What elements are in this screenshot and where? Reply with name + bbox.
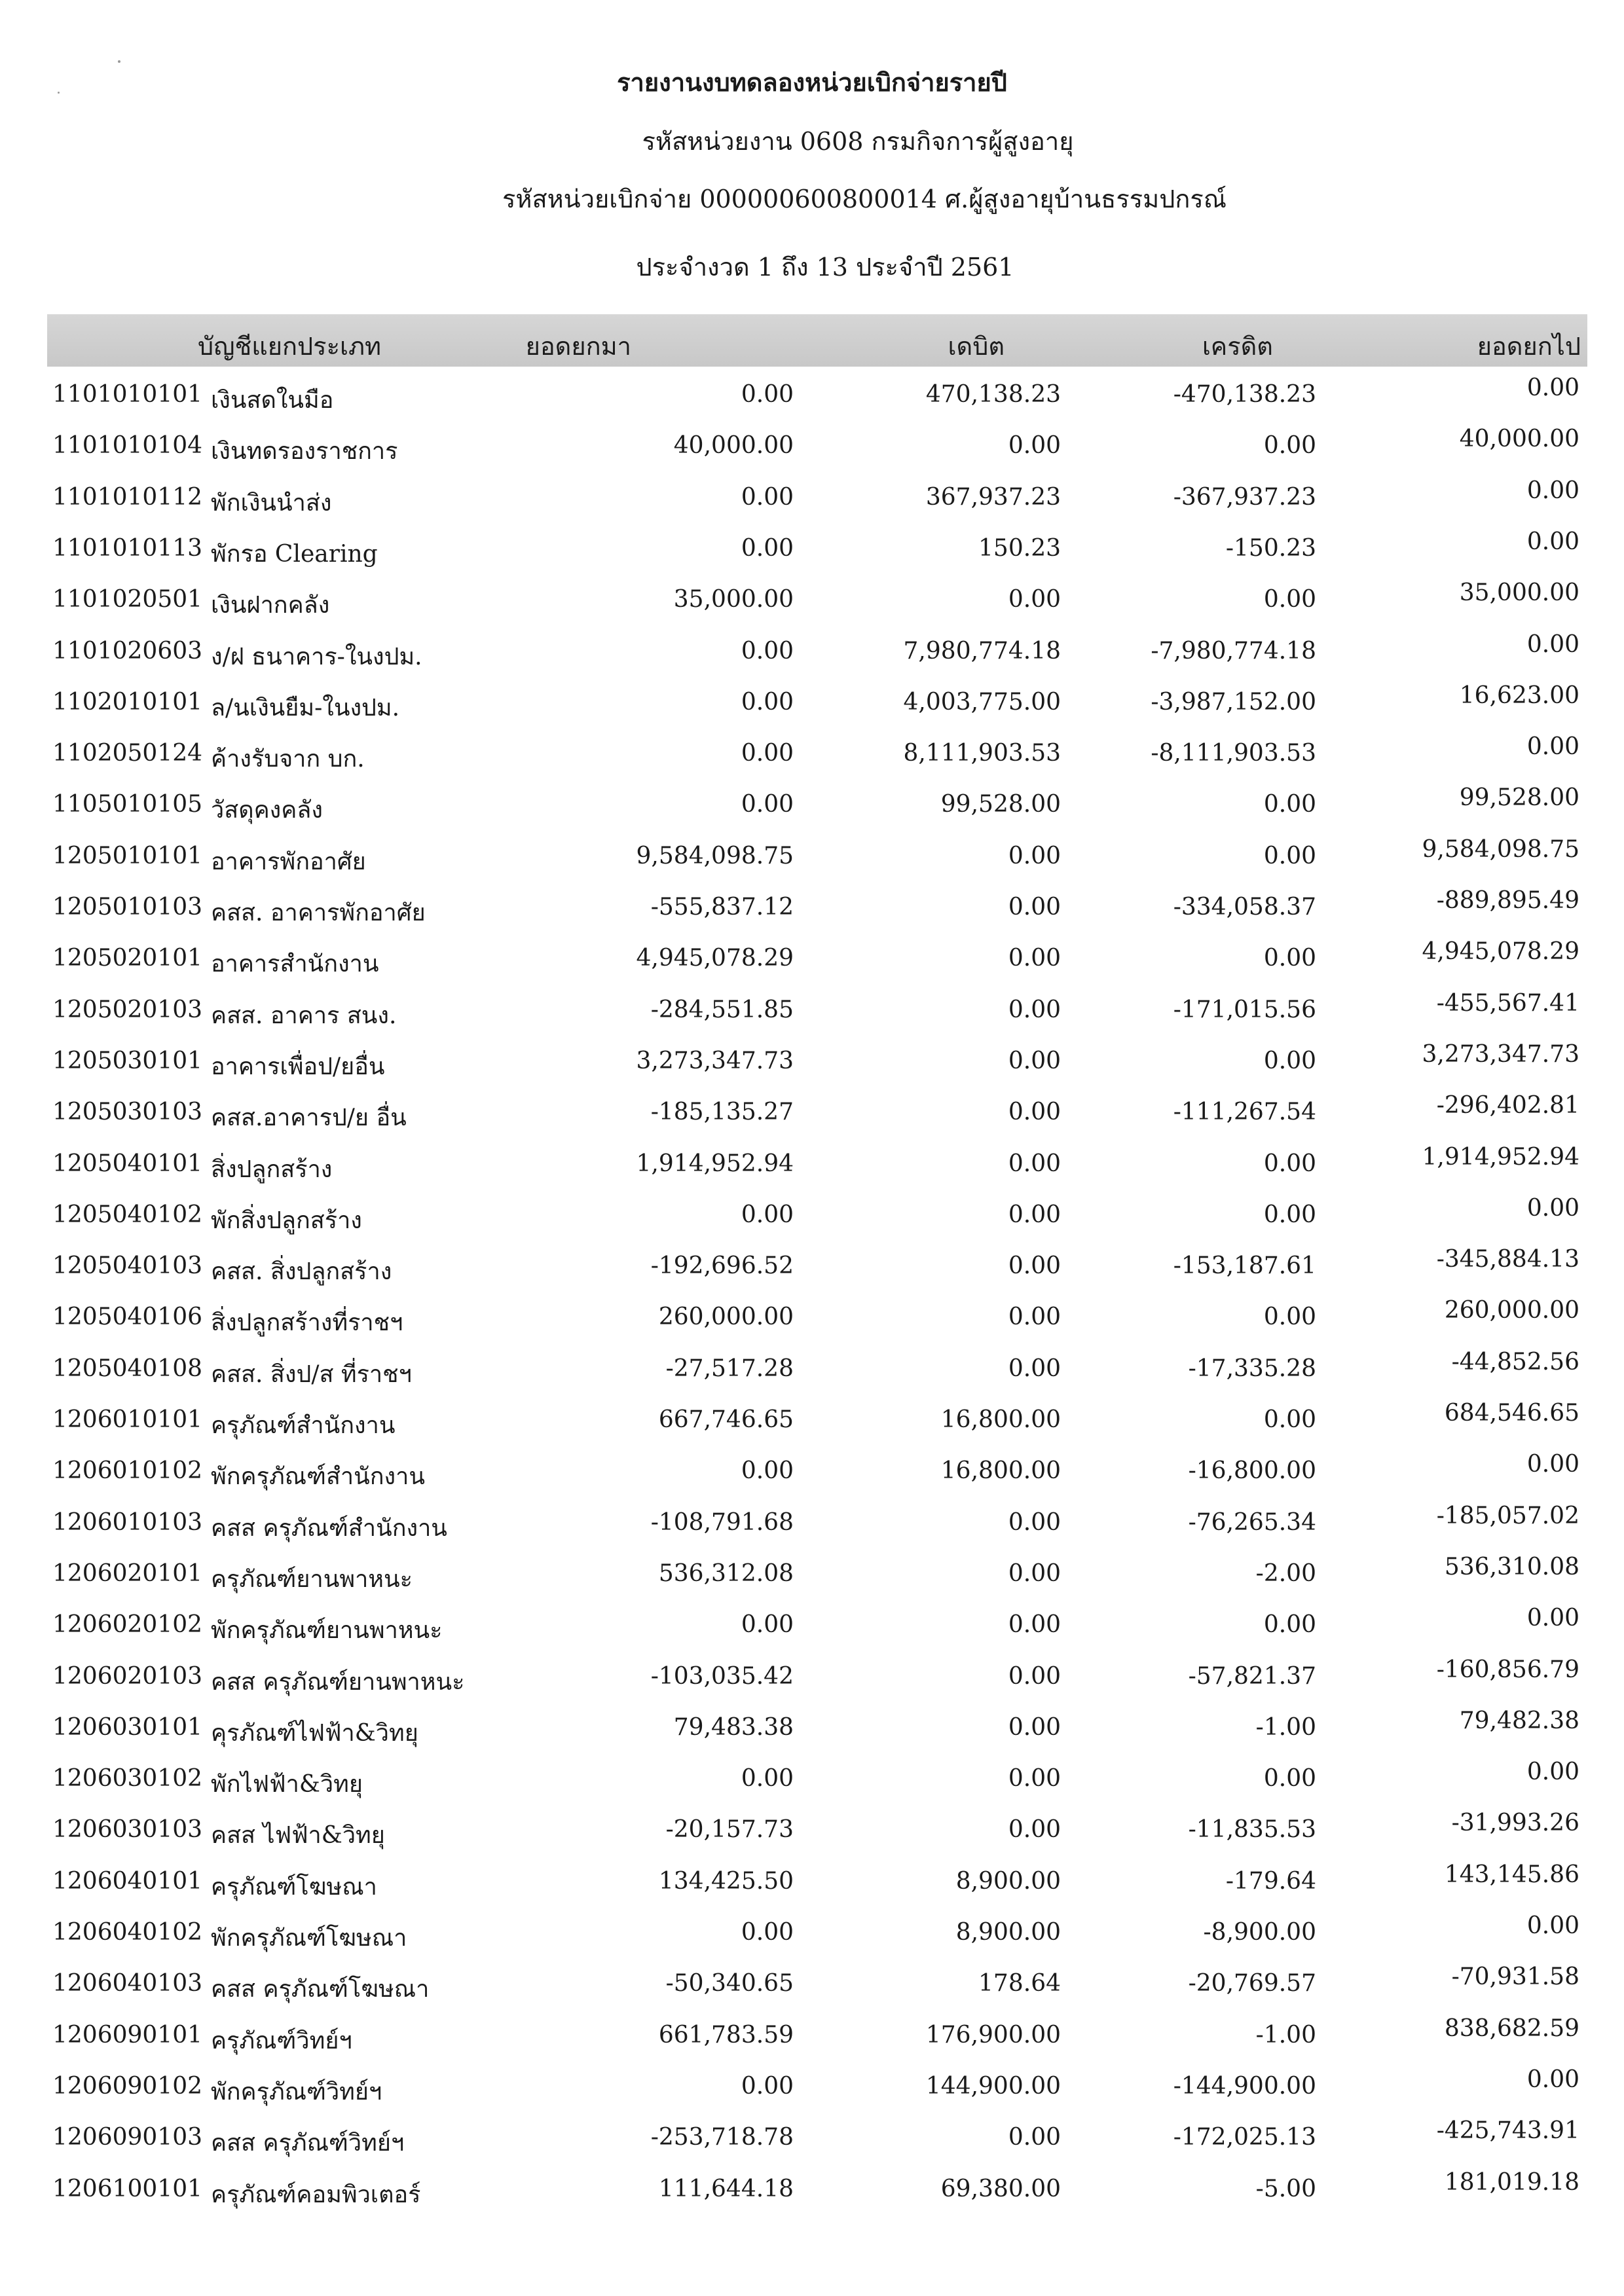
account-name: พักสิ่งปลูกสร้าง — [211, 1207, 362, 1234]
account-code: 1205010101 — [52, 843, 203, 869]
debit-amount: 7,980,774.18 — [903, 638, 1061, 665]
opening-balance: 0.00 — [741, 689, 794, 716]
account-code: 1206020103 — [52, 1663, 203, 1690]
account-name: พักครุภัณฑ์วิทย์ฯ — [211, 2079, 382, 2105]
debit-amount: 0.00 — [1008, 1765, 1061, 1792]
closing-balance: -160,856.79 — [1436, 1656, 1579, 1683]
credit-amount: -20,769.57 — [1188, 1970, 1316, 1997]
closing-balance: 9,584,098.75 — [1422, 836, 1579, 863]
debit-amount: 0.00 — [1008, 1048, 1061, 1074]
credit-amount: 0.00 — [1263, 945, 1316, 972]
account-code: 1206090102 — [52, 2073, 203, 2100]
credit-amount: -144,900.00 — [1173, 2073, 1316, 2100]
opening-balance: 134,425.50 — [658, 1868, 794, 1895]
opening-balance: -185,135.27 — [650, 1099, 794, 1125]
account-code: 1205040102 — [52, 1201, 203, 1228]
closing-balance: 16,623.00 — [1459, 682, 1579, 709]
account-name: ครุภัณฑ์ยานพาหนะ — [211, 1566, 413, 1593]
table-row — [0, 1861, 1624, 1912]
credit-amount: -11,835.53 — [1188, 1816, 1316, 1843]
credit-amount: -7,980,774.18 — [1151, 638, 1316, 665]
closing-balance: 99,528.00 — [1459, 784, 1579, 811]
opening-balance: 0.00 — [741, 791, 794, 818]
table-row — [0, 1041, 1624, 1092]
debit-amount: 0.00 — [1008, 1355, 1061, 1382]
debit-amount: 144,900.00 — [925, 2073, 1061, 2100]
account-name: คสส ครุภัณฑ์โฆษณา — [211, 1976, 430, 2003]
closing-balance: 35,000.00 — [1459, 579, 1579, 606]
account-name: พักรอ Clearing — [211, 541, 378, 568]
closing-balance: -44,852.56 — [1451, 1349, 1579, 1376]
closing-balance: -455,567.41 — [1436, 990, 1579, 1017]
table-row — [0, 990, 1624, 1041]
credit-amount: -17,335.28 — [1188, 1355, 1316, 1382]
closing-balance: 1,914,952.94 — [1422, 1144, 1579, 1171]
opening-balance: -192,696.52 — [650, 1252, 794, 1279]
closing-balance: 3,273,347.73 — [1422, 1041, 1579, 1068]
account-name: เงินสดในมือ — [211, 387, 334, 414]
table-row — [0, 1963, 1624, 2014]
table-row — [0, 426, 1624, 477]
table-row — [0, 631, 1624, 682]
credit-amount: 0.00 — [1263, 1303, 1316, 1330]
account-name: เงินฝากคลัง — [211, 592, 330, 619]
credit-amount: 0.00 — [1263, 1150, 1316, 1177]
credit-amount: -3,987,152.00 — [1151, 689, 1316, 716]
account-name: คสส ครุภัณฑ์ยานพาหนะ — [211, 1669, 465, 1696]
debit-amount: 0.00 — [1008, 1509, 1061, 1536]
opening-balance: -20,157.73 — [665, 1816, 794, 1843]
header-debit: เดบิต — [948, 332, 1005, 361]
opening-balance: -50,340.65 — [665, 1970, 794, 1997]
opening-balance: -108,791.68 — [650, 1509, 794, 1536]
debit-amount: 0.00 — [1008, 586, 1061, 613]
debit-amount: 0.00 — [1008, 432, 1061, 459]
credit-amount: -172,025.13 — [1173, 2124, 1316, 2151]
closing-balance: 0.00 — [1526, 1451, 1579, 1478]
account-name: พักครุภัณฑ์โฆษณา — [211, 1925, 407, 1952]
header-account: บัญชีแยกประเภท — [198, 332, 382, 361]
opening-balance: -555,837.12 — [650, 894, 794, 920]
debit-amount: 150.23 — [978, 535, 1061, 562]
opening-balance: 0.00 — [741, 484, 794, 511]
closing-balance: -345,884.13 — [1436, 1246, 1579, 1273]
closing-balance: 684,546.65 — [1444, 1400, 1579, 1427]
table-row — [0, 1605, 1624, 1656]
agency-line: รหัสหน่วยงาน 0608 กรมกิจการผู้สูงอายุ — [642, 127, 1074, 156]
table-row — [0, 1503, 1624, 1554]
table-row — [0, 887, 1624, 938]
table-row — [0, 477, 1624, 528]
table-row — [0, 1554, 1624, 1605]
table-row — [0, 528, 1624, 579]
closing-balance: -70,931.58 — [1451, 1963, 1579, 1990]
opening-balance: 111,644.18 — [658, 2176, 794, 2202]
opening-balance: 3,273,347.73 — [636, 1048, 794, 1074]
closing-balance: 0.00 — [1526, 631, 1579, 658]
debit-amount: 16,800.00 — [940, 1457, 1061, 1484]
opening-balance: 661,783.59 — [658, 2022, 794, 2049]
header-opening-balance: ยอดยกมา — [525, 332, 631, 361]
account-name: ล/นเงินยืม-ในงปม. — [211, 695, 400, 721]
closing-balance: -296,402.81 — [1436, 1092, 1579, 1119]
closing-balance: 143,145.86 — [1444, 1861, 1579, 1888]
table-row — [0, 1656, 1624, 1707]
table-row — [0, 1297, 1624, 1348]
credit-amount: -57,821.37 — [1188, 1663, 1316, 1690]
closing-balance: 0.00 — [1526, 374, 1579, 401]
account-code: 1206010101 — [52, 1406, 203, 1433]
credit-amount: 0.00 — [1263, 1048, 1316, 1074]
opening-balance: -253,718.78 — [650, 2124, 794, 2151]
opening-balance: 4,945,078.29 — [636, 945, 794, 972]
opening-balance: 0.00 — [741, 535, 794, 562]
opening-balance: 0.00 — [741, 2073, 794, 2100]
closing-balance: 536,310.08 — [1444, 1554, 1579, 1580]
table-row — [0, 1144, 1624, 1195]
opening-balance: 1,914,952.94 — [636, 1150, 794, 1177]
closing-balance: 838,682.59 — [1444, 2015, 1579, 2042]
account-name: พักเงินนำส่ง — [211, 490, 332, 517]
debit-amount: 0.00 — [1008, 1663, 1061, 1690]
closing-balance: 0.00 — [1526, 733, 1579, 760]
header-closing-balance: ยอดยกไป — [1477, 332, 1581, 361]
credit-amount: -179.64 — [1225, 1868, 1316, 1895]
account-code: 1206010102 — [52, 1457, 203, 1484]
account-name: วัสดุคงคลัง — [211, 797, 323, 824]
table-row — [0, 2066, 1624, 2117]
account-code: 1105010105 — [52, 791, 203, 818]
header-credit: เครดิต — [1202, 332, 1273, 361]
table-header — [47, 314, 1587, 367]
table-row — [0, 733, 1624, 784]
credit-amount: 0.00 — [1263, 1406, 1316, 1433]
table-row — [0, 784, 1624, 835]
closing-balance: 260,000.00 — [1444, 1297, 1579, 1324]
account-code: 1206040103 — [52, 1970, 203, 1997]
debit-amount: 8,900.00 — [955, 1919, 1061, 1946]
table-row — [0, 374, 1624, 426]
opening-balance: 260,000.00 — [658, 1303, 794, 1330]
credit-amount: -76,265.34 — [1188, 1509, 1316, 1536]
debit-amount: 8,900.00 — [955, 1868, 1061, 1895]
table-row — [0, 1912, 1624, 1963]
credit-amount: -171,015.56 — [1173, 996, 1316, 1023]
debit-amount: 0.00 — [1008, 945, 1061, 972]
account-code: 1205040103 — [52, 1252, 203, 1279]
table-row — [0, 1195, 1624, 1246]
debit-amount: 0.00 — [1008, 1714, 1061, 1741]
account-name: คสส ครุภัณฑ์วิทย์ฯ — [211, 2130, 405, 2157]
account-name: เงินทดรองราชการ — [211, 438, 398, 465]
closing-balance: -31,993.26 — [1451, 1810, 1579, 1836]
account-code: 1205010103 — [52, 894, 203, 920]
closing-balance: 0.00 — [1526, 528, 1579, 555]
debit-amount: 0.00 — [1008, 1099, 1061, 1125]
closing-balance: 0.00 — [1526, 1912, 1579, 1939]
debit-amount: 0.00 — [1008, 843, 1061, 869]
debit-amount: 0.00 — [1008, 1560, 1061, 1587]
account-name: คสส. อาคารพักอาศัย — [211, 900, 426, 926]
debit-amount: 0.00 — [1008, 1816, 1061, 1843]
account-name: ครุภัณฑ์คอมพิวเตอร์ — [211, 2181, 421, 2208]
table-row — [0, 2169, 1624, 2220]
credit-amount: -8,111,903.53 — [1151, 740, 1316, 767]
opening-balance: 0.00 — [741, 381, 794, 408]
credit-amount: -1.00 — [1255, 1714, 1316, 1741]
table-row — [0, 836, 1624, 887]
credit-amount: -16,800.00 — [1188, 1457, 1316, 1484]
table-row — [0, 1707, 1624, 1758]
account-name: ครุภัณฑ์สำนักงาน — [211, 1412, 396, 1439]
opening-balance: 0.00 — [741, 1457, 794, 1484]
debit-amount: 0.00 — [1008, 1303, 1061, 1330]
closing-balance: 0.00 — [1526, 1605, 1579, 1631]
closing-balance: 40,000.00 — [1459, 426, 1579, 452]
closing-balance: 4,945,078.29 — [1422, 938, 1579, 965]
opening-balance: 667,746.65 — [658, 1406, 794, 1433]
debit-amount: 16,800.00 — [940, 1406, 1061, 1433]
account-name: คสส. อาคาร สนง. — [211, 1002, 397, 1029]
table-row — [0, 2117, 1624, 2168]
debit-amount: 176,900.00 — [925, 2022, 1061, 2049]
debit-amount: 99,528.00 — [940, 791, 1061, 818]
account-name: คสส. สิ่งปลูกสร้าง — [211, 1258, 392, 1285]
account-code: 1101010112 — [52, 484, 203, 511]
table-row — [0, 1092, 1624, 1143]
debit-amount: 0.00 — [1008, 1201, 1061, 1228]
credit-amount: -470,138.23 — [1173, 381, 1316, 408]
table-row — [0, 579, 1624, 630]
account-code: 1205020103 — [52, 996, 203, 1023]
opening-balance: 0.00 — [741, 1919, 794, 1946]
debit-amount: 4,003,775.00 — [903, 689, 1061, 716]
account-code: 1101020603 — [52, 638, 203, 665]
report-title: รายงานงบทดลองหน่วยเบิกจ่ายรายปี — [617, 67, 1007, 97]
credit-amount: -1.00 — [1255, 2022, 1316, 2049]
opening-balance: 536,312.08 — [658, 1560, 794, 1587]
credit-amount: -8,900.00 — [1203, 1919, 1316, 1946]
opening-balance: 0.00 — [741, 1765, 794, 1792]
account-name: คุรภัณฑ์ไฟฟ้า&วิทยุ — [211, 1720, 418, 1747]
opening-balance: 0.00 — [741, 740, 794, 767]
account-name: อาคารเพื่อป/ยอื่น — [211, 1053, 385, 1080]
debit-amount: 0.00 — [1008, 996, 1061, 1023]
account-code: 1206020101 — [52, 1560, 203, 1587]
table-row — [0, 1246, 1624, 1297]
credit-amount: 0.00 — [1263, 586, 1316, 613]
account-code: 1205030101 — [52, 1048, 203, 1074]
opening-balance: 79,483.38 — [673, 1714, 794, 1741]
account-code: 1206010103 — [52, 1509, 203, 1536]
credit-amount: -334,058.37 — [1173, 894, 1316, 920]
account-code: 1206030102 — [52, 1765, 203, 1792]
account-code: 1206090101 — [52, 2022, 203, 2049]
debit-amount: 178.64 — [978, 1970, 1061, 1997]
debit-amount: 8,111,903.53 — [903, 740, 1061, 767]
account-code: 1206020102 — [52, 1611, 203, 1638]
closing-balance: 0.00 — [1526, 1195, 1579, 1222]
account-code: 1101010113 — [52, 535, 203, 562]
account-code: 1206090103 — [52, 2124, 203, 2151]
account-code: 1205040106 — [52, 1303, 203, 1330]
account-name: ง/ฝ ธนาคาร-ในงปม. — [211, 644, 422, 670]
credit-amount: -2.00 — [1255, 1560, 1316, 1587]
credit-amount: 0.00 — [1263, 1765, 1316, 1792]
debit-amount: 0.00 — [1008, 2124, 1061, 2151]
account-code: 1206030101 — [52, 1714, 203, 1741]
account-name: อาคารสำนักงาน — [211, 951, 379, 977]
account-code: 1206040102 — [52, 1919, 203, 1946]
account-code: 1205030103 — [52, 1099, 203, 1125]
credit-amount: 0.00 — [1263, 432, 1316, 459]
account-name: อาคารพักอาศัย — [211, 848, 366, 875]
closing-balance: -185,057.02 — [1436, 1503, 1579, 1529]
table-row — [0, 1451, 1624, 1502]
closing-balance: 0.00 — [1526, 1758, 1579, 1785]
account-name: คสส ครุภัณฑ์สำนักงาน — [211, 1515, 447, 1542]
closing-balance: 79,482.38 — [1459, 1707, 1579, 1734]
account-code: 1101020501 — [52, 586, 203, 613]
opening-balance: -103,035.42 — [650, 1663, 794, 1690]
disbursement-unit-line: รหัสหน่วยเบิกจ่าย 000000600800014 ศ.ผู้สูงอายุบ้านธรรมปกรณ์ — [502, 185, 1227, 213]
account-code: 1206030103 — [52, 1816, 203, 1843]
table-row — [0, 682, 1624, 733]
account-code: 1101010101 — [52, 381, 203, 408]
account-code: 1206100101 — [52, 2176, 203, 2202]
opening-balance: 0.00 — [741, 1611, 794, 1638]
closing-balance: -425,743.91 — [1436, 2117, 1579, 2144]
credit-amount: 0.00 — [1263, 1201, 1316, 1228]
account-code: 1102010101 — [52, 689, 203, 716]
opening-balance: 0.00 — [741, 1201, 794, 1228]
account-code: 1101010104 — [52, 432, 203, 459]
debit-amount: 0.00 — [1008, 894, 1061, 920]
credit-amount: -153,187.61 — [1173, 1252, 1316, 1279]
opening-balance: -284,551.85 — [650, 996, 794, 1023]
table-row — [0, 1349, 1624, 1400]
account-name: คสส ไฟฟ้า&วิทยุ — [211, 1822, 385, 1849]
credit-amount: -150.23 — [1225, 535, 1316, 562]
closing-balance: 0.00 — [1526, 2066, 1579, 2093]
credit-amount: 0.00 — [1263, 791, 1316, 818]
debit-amount: 470,138.23 — [925, 381, 1061, 408]
credit-amount: -5.00 — [1255, 2176, 1316, 2202]
account-code: 1205020101 — [52, 945, 203, 972]
period-line: ประจำงวด 1 ถึง 13 ประจำปี 2561 — [636, 253, 1014, 282]
account-name: ค้างรับจาก บก. — [211, 746, 365, 773]
account-code: 1205040108 — [52, 1355, 203, 1382]
account-code: 1205040101 — [52, 1150, 203, 1177]
table-row — [0, 938, 1624, 989]
credit-amount: -111,267.54 — [1173, 1099, 1316, 1125]
account-name: สิ่งปลูกสร้าง — [211, 1156, 333, 1183]
account-name: พักครุภัณฑ์ยานพาหนะ — [211, 1617, 443, 1644]
closing-balance: -889,895.49 — [1436, 887, 1579, 914]
opening-balance: 40,000.00 — [673, 432, 794, 459]
debit-amount: 0.00 — [1008, 1611, 1061, 1638]
account-name: พักไฟฟ้า&วิทยุ — [211, 1771, 363, 1798]
credit-amount: -367,937.23 — [1173, 484, 1316, 511]
account-code: 1102050124 — [52, 740, 203, 767]
account-name: คสส. สิ่งป/ส ที่ราชฯ — [211, 1361, 412, 1388]
debit-amount: 69,380.00 — [940, 2176, 1061, 2202]
opening-balance: 35,000.00 — [673, 586, 794, 613]
account-name: ครุภัณฑ์วิทย์ฯ — [211, 2028, 352, 2054]
opening-balance: 9,584,098.75 — [636, 843, 794, 869]
account-name: คสส.อาคารป/ย อื่น — [211, 1104, 407, 1131]
account-name: ครุภัณฑ์โฆษณา — [211, 1874, 377, 1901]
credit-amount: 0.00 — [1263, 843, 1316, 869]
closing-balance: 0.00 — [1526, 477, 1579, 504]
table-row — [0, 1810, 1624, 1861]
closing-balance: 181,019.18 — [1444, 2169, 1579, 2196]
account-name: สิ่งปลูกสร้างที่ราชฯ — [211, 1309, 403, 1336]
debit-amount: 367,937.23 — [925, 484, 1061, 511]
debit-amount: 0.00 — [1008, 1252, 1061, 1279]
account-name: พักครุภัณฑ์สำนักงาน — [211, 1463, 425, 1490]
table-row — [0, 1400, 1624, 1451]
table-row — [0, 2015, 1624, 2066]
opening-balance: 0.00 — [741, 638, 794, 665]
table-row — [0, 1758, 1624, 1810]
account-code: 1206040101 — [52, 1868, 203, 1895]
debit-amount: 0.00 — [1008, 1150, 1061, 1177]
opening-balance: -27,517.28 — [665, 1355, 794, 1382]
credit-amount: 0.00 — [1263, 1611, 1316, 1638]
